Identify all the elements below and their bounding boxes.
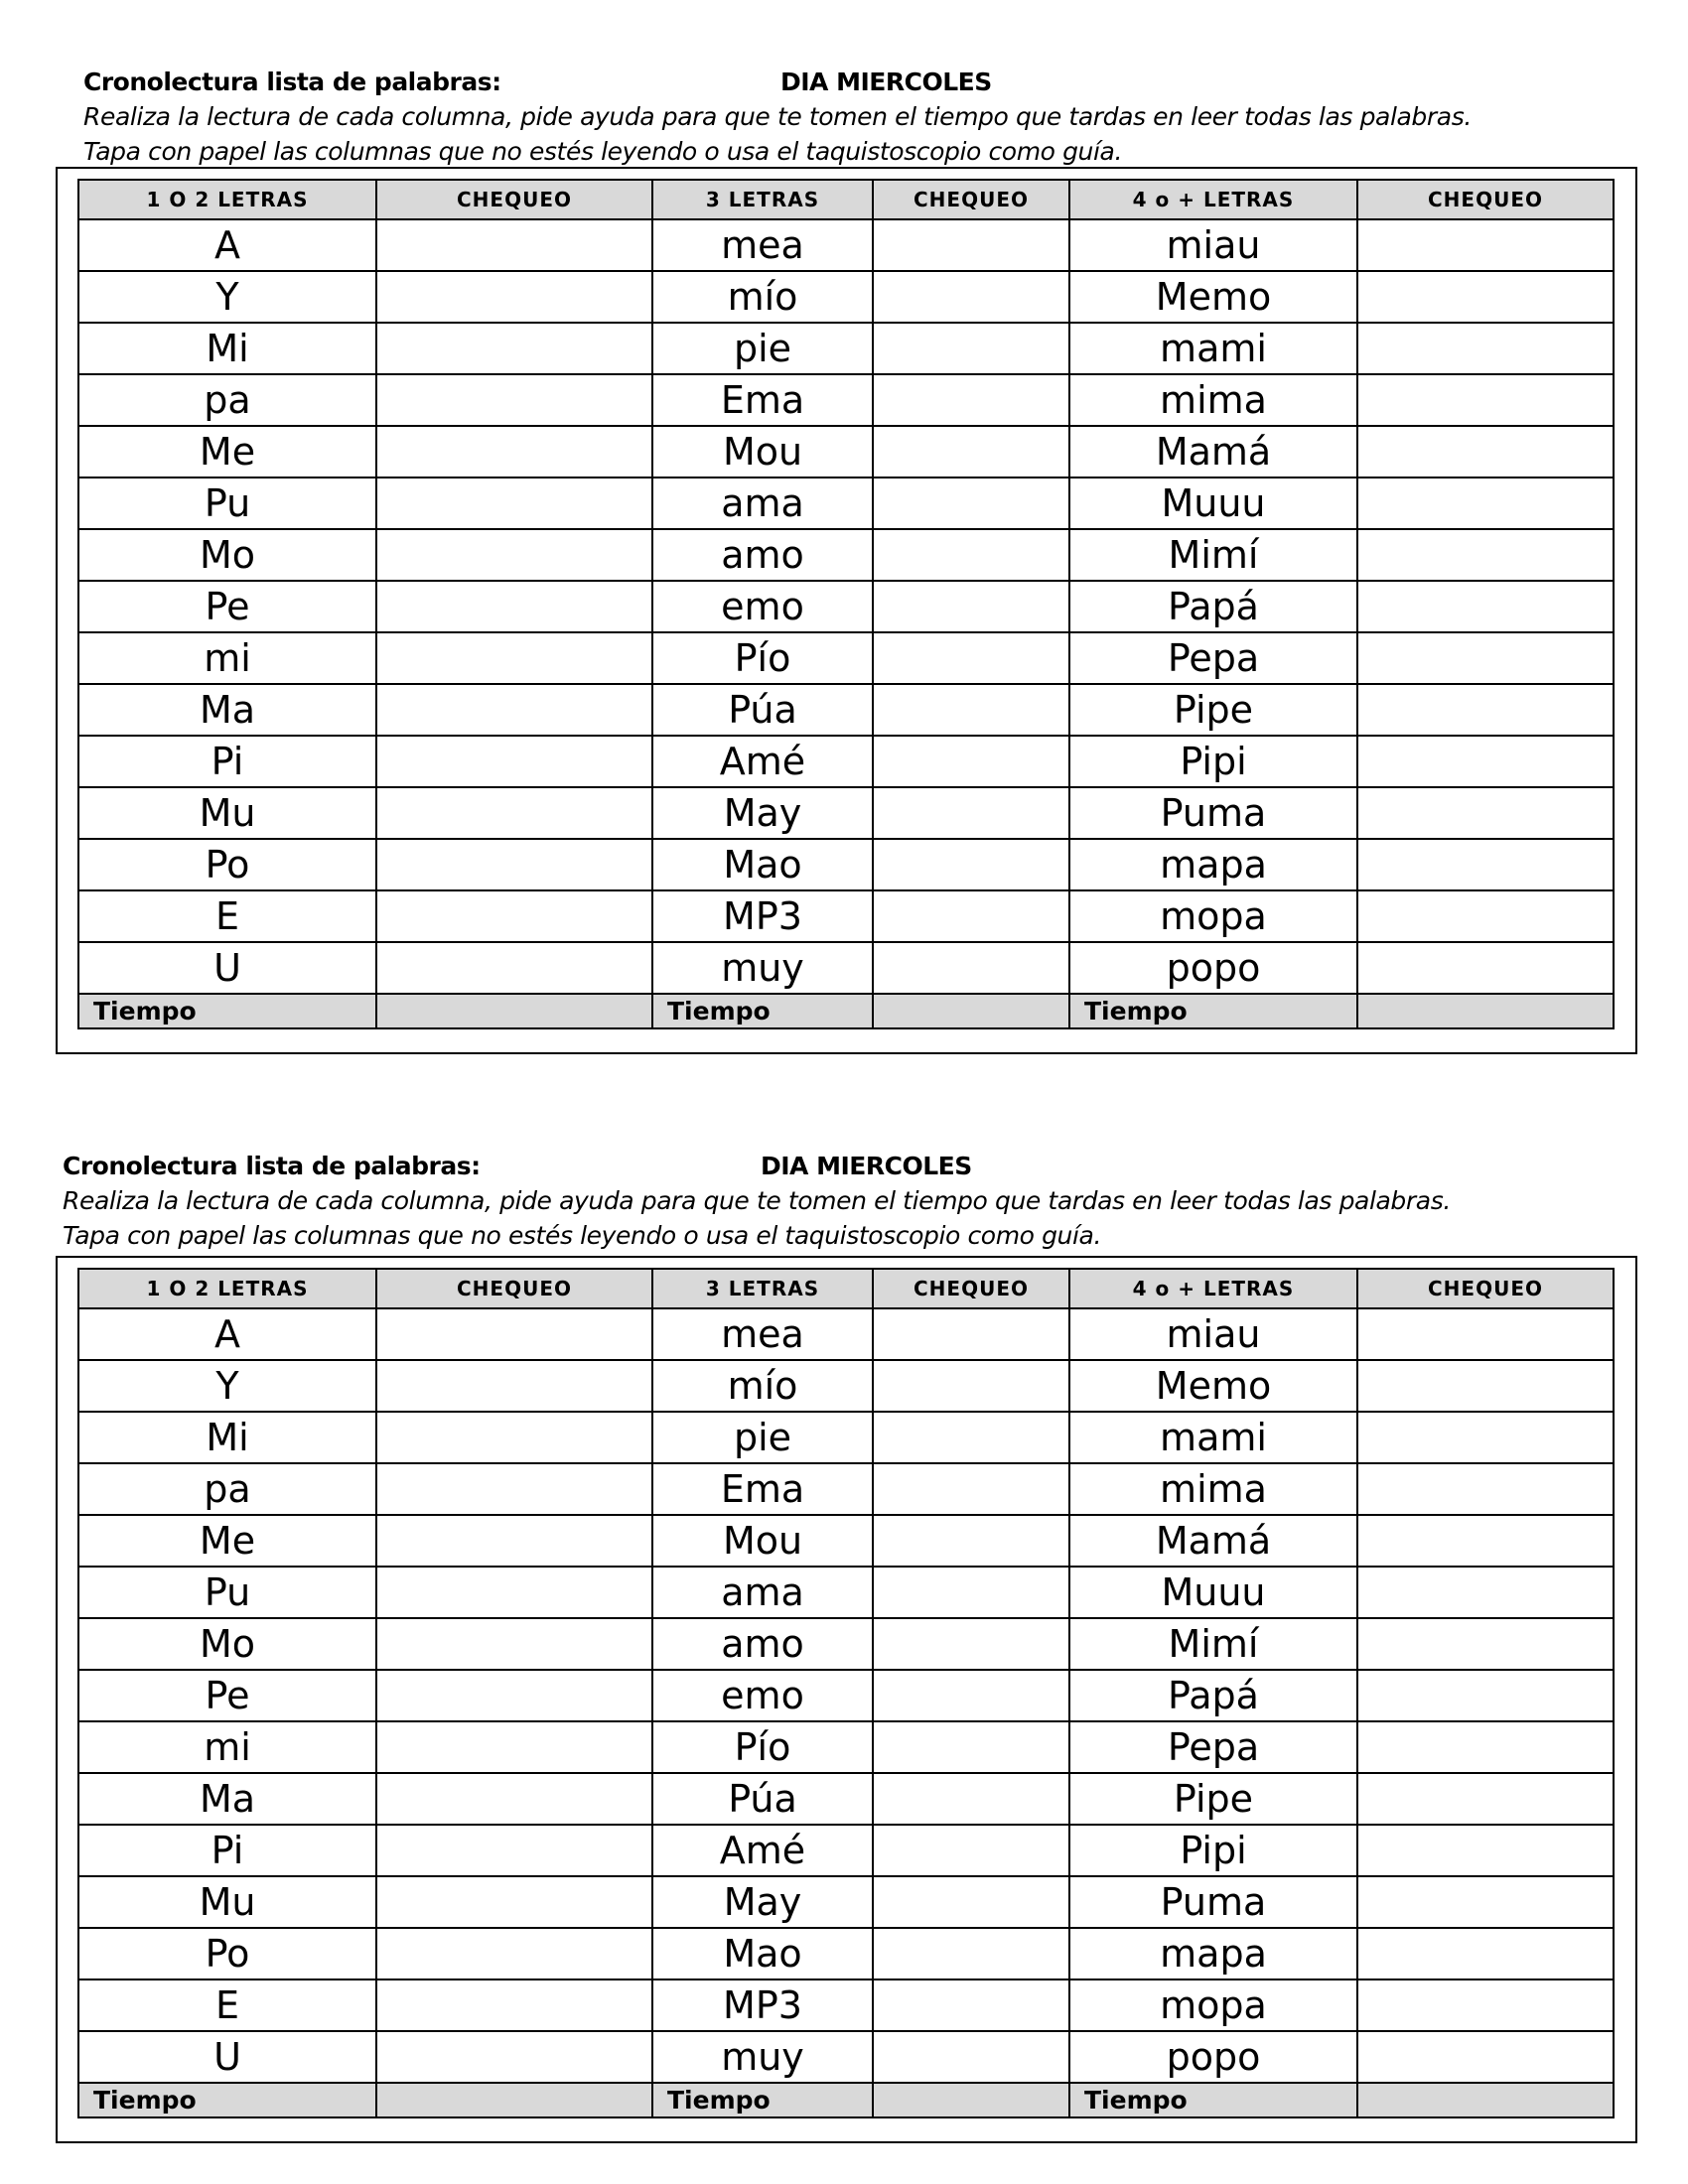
check-cell[interactable]: [873, 426, 1069, 478]
word-cell: Puma: [1069, 1876, 1357, 1928]
word-cell: MP3: [652, 1979, 873, 2031]
table-row: [78, 271, 1614, 323]
word-cell: Pu: [78, 478, 376, 529]
check-cell[interactable]: [1357, 1618, 1614, 1670]
table-row: [78, 1979, 1614, 2031]
check-cell[interactable]: [873, 890, 1069, 942]
check-cell[interactable]: [376, 787, 652, 839]
word-cell: Pío: [652, 632, 873, 684]
word-cell: Mo: [78, 529, 376, 581]
check-cell[interactable]: [873, 632, 1069, 684]
table-row: [78, 2031, 1614, 2083]
word-cell: emo: [652, 581, 873, 632]
check-cell[interactable]: [376, 478, 652, 529]
word-cell: Ema: [652, 374, 873, 426]
word-cell: Mimí: [1069, 529, 1357, 581]
check-cell[interactable]: [1357, 787, 1614, 839]
check-cell[interactable]: [376, 1721, 652, 1773]
word-cell: amo: [652, 529, 873, 581]
column-header-letters: 1 O 2 LETRAS: [78, 1269, 376, 1308]
check-cell[interactable]: [376, 1773, 652, 1825]
word-cell: Pepa: [1069, 632, 1357, 684]
word-cell: Pipe: [1069, 1773, 1357, 1825]
word-cell: Mao: [652, 839, 873, 890]
check-cell[interactable]: [376, 271, 652, 323]
word-cell: Memo: [1069, 1360, 1357, 1412]
time-entry-cell[interactable]: [1357, 2083, 1614, 2117]
time-entry-cell[interactable]: [376, 2083, 652, 2117]
instruction-line-1: Realiza la lectura de cada columna, pide ayuda para que te tomen el tiempo que tardas en leer todas las palabras.: [83, 102, 1472, 131]
time-label: Tiempo: [78, 2083, 376, 2117]
word-cell: mi: [78, 632, 376, 684]
check-cell[interactable]: [1357, 942, 1614, 994]
word-cell: mami: [1069, 1412, 1357, 1463]
table-row: [78, 684, 1614, 736]
check-cell[interactable]: [1357, 1721, 1614, 1773]
check-cell[interactable]: [376, 632, 652, 684]
check-cell[interactable]: [376, 323, 652, 374]
check-cell[interactable]: [376, 1670, 652, 1721]
table-row: [78, 736, 1614, 787]
word-cell: mima: [1069, 1463, 1357, 1515]
word-cell: mima: [1069, 374, 1357, 426]
check-cell[interactable]: [873, 374, 1069, 426]
check-cell[interactable]: [1357, 426, 1614, 478]
word-cell: Pe: [78, 1670, 376, 1721]
check-cell[interactable]: [873, 219, 1069, 271]
table-row: [78, 1463, 1614, 1515]
word-cell: mea: [652, 1308, 873, 1360]
check-cell[interactable]: [376, 1515, 652, 1567]
word-cell: Púa: [652, 1773, 873, 1825]
check-cell[interactable]: [873, 1412, 1069, 1463]
check-cell[interactable]: [873, 1721, 1069, 1773]
check-cell[interactable]: [376, 529, 652, 581]
check-cell[interactable]: [376, 219, 652, 271]
column-header-chequeo: CHEQUEO: [873, 1269, 1069, 1308]
table-row: [78, 1773, 1614, 1825]
check-cell[interactable]: [1357, 1412, 1614, 1463]
check-cell[interactable]: [873, 684, 1069, 736]
time-label: Tiempo: [1069, 994, 1357, 1028]
word-cell: mea: [652, 219, 873, 271]
word-cell: Y: [78, 1360, 376, 1412]
word-cell: mío: [652, 271, 873, 323]
table-row: [78, 219, 1614, 271]
time-row: [78, 994, 1614, 1028]
word-cell: mío: [652, 1360, 873, 1412]
check-cell[interactable]: [1357, 1308, 1614, 1360]
table-row: [78, 1618, 1614, 1670]
word-cell: pie: [652, 323, 873, 374]
word-cell: Pipi: [1069, 1825, 1357, 1876]
word-cell: Mimí: [1069, 1618, 1357, 1670]
time-row: [78, 2083, 1614, 2117]
time-label: Tiempo: [652, 2083, 873, 2117]
table-row: [78, 374, 1614, 426]
word-cell: Mu: [78, 787, 376, 839]
check-cell[interactable]: [1357, 684, 1614, 736]
word-cell: Mou: [652, 426, 873, 478]
check-cell[interactable]: [873, 1360, 1069, 1412]
check-cell[interactable]: [376, 684, 652, 736]
check-cell[interactable]: [1357, 890, 1614, 942]
check-cell[interactable]: [873, 323, 1069, 374]
check-cell[interactable]: [376, 1979, 652, 2031]
worksheet-title: Cronolectura lista de palabras:: [83, 68, 501, 96]
word-cell: amo: [652, 1618, 873, 1670]
word-cell: pie: [652, 1412, 873, 1463]
table-row: [78, 942, 1614, 994]
word-cell: Amé: [652, 736, 873, 787]
word-cell: mapa: [1069, 1928, 1357, 1979]
table-row: [78, 632, 1614, 684]
column-header-chequeo: CHEQUEO: [376, 180, 652, 219]
time-entry-cell[interactable]: [376, 994, 652, 1028]
word-cell: ama: [652, 478, 873, 529]
word-cell: Mi: [78, 1412, 376, 1463]
check-cell[interactable]: [873, 1515, 1069, 1567]
check-cell[interactable]: [873, 2031, 1069, 2083]
check-cell[interactable]: [376, 1618, 652, 1670]
time-entry-cell[interactable]: [1357, 994, 1614, 1028]
word-cell: Po: [78, 1928, 376, 1979]
table-row: [78, 1412, 1614, 1463]
check-cell[interactable]: [376, 374, 652, 426]
check-cell[interactable]: [1357, 374, 1614, 426]
check-cell[interactable]: [376, 2031, 652, 2083]
worksheet-title: Cronolectura lista de palabras:: [63, 1152, 481, 1180]
word-cell: U: [78, 2031, 376, 2083]
word-cell: Puma: [1069, 787, 1357, 839]
word-cell: MP3: [652, 890, 873, 942]
table-row: [78, 787, 1614, 839]
table-row: [78, 1360, 1614, 1412]
column-header-chequeo: CHEQUEO: [1357, 180, 1614, 219]
check-cell[interactable]: [873, 787, 1069, 839]
table-row: [78, 839, 1614, 890]
table-row: [78, 323, 1614, 374]
table-row: [78, 1567, 1614, 1618]
word-cell: Me: [78, 426, 376, 478]
check-cell[interactable]: [376, 736, 652, 787]
word-cell: emo: [652, 1670, 873, 1721]
word-cell: Pi: [78, 736, 376, 787]
word-cell: U: [78, 942, 376, 994]
check-cell[interactable]: [873, 942, 1069, 994]
table-row: [78, 1876, 1614, 1928]
word-list-table: [77, 179, 1615, 1029]
column-header-chequeo: CHEQUEO: [873, 180, 1069, 219]
word-table-frame: [56, 167, 1637, 1054]
check-cell[interactable]: [376, 1308, 652, 1360]
word-cell: Muuu: [1069, 1567, 1357, 1618]
check-cell[interactable]: [376, 942, 652, 994]
word-cell: Pío: [652, 1721, 873, 1773]
check-cell[interactable]: [873, 271, 1069, 323]
word-cell: A: [78, 219, 376, 271]
check-cell[interactable]: [376, 1825, 652, 1876]
time-entry-cell[interactable]: [873, 994, 1069, 1028]
check-cell[interactable]: [376, 1463, 652, 1515]
check-cell[interactable]: [376, 839, 652, 890]
check-cell[interactable]: [1357, 1928, 1614, 1979]
check-cell[interactable]: [873, 1567, 1069, 1618]
word-list-table: [77, 1268, 1615, 2118]
check-cell[interactable]: [1357, 736, 1614, 787]
column-header-letters: 1 O 2 LETRAS: [78, 180, 376, 219]
word-cell: miau: [1069, 1308, 1357, 1360]
check-cell[interactable]: [1357, 1463, 1614, 1515]
word-cell: Me: [78, 1515, 376, 1567]
word-cell: Muuu: [1069, 478, 1357, 529]
instruction-line-2: Tapa con papel las columnas que no estés leyendo o usa el taquistoscopio como guía.: [63, 1221, 1102, 1250]
word-cell: Pe: [78, 581, 376, 632]
check-cell[interactable]: [1357, 1825, 1614, 1876]
word-table-frame: [56, 1256, 1637, 2143]
check-cell[interactable]: [1357, 1515, 1614, 1567]
word-cell: pa: [78, 1463, 376, 1515]
check-cell[interactable]: [376, 1360, 652, 1412]
check-cell[interactable]: [873, 529, 1069, 581]
table-row: [78, 1721, 1614, 1773]
time-label: Tiempo: [1069, 2083, 1357, 2117]
check-cell[interactable]: [376, 426, 652, 478]
check-cell[interactable]: [873, 736, 1069, 787]
word-cell: Púa: [652, 684, 873, 736]
check-cell[interactable]: [873, 839, 1069, 890]
word-cell: E: [78, 890, 376, 942]
table-row: [78, 478, 1614, 529]
word-cell: miau: [1069, 219, 1357, 271]
table-row: [78, 1825, 1614, 1876]
table-row: [78, 581, 1614, 632]
word-cell: mami: [1069, 323, 1357, 374]
column-header-letters: 3 LETRAS: [652, 1269, 873, 1308]
column-header-letters: 4 o + LETRAS: [1069, 180, 1357, 219]
table-row: [78, 1670, 1614, 1721]
word-cell: popo: [1069, 2031, 1357, 2083]
table-row: [78, 426, 1614, 478]
table-row: [78, 529, 1614, 581]
word-cell: Memo: [1069, 271, 1357, 323]
check-cell[interactable]: [1357, 632, 1614, 684]
word-cell: pa: [78, 374, 376, 426]
worksheet-day: DIA MIERCOLES: [780, 68, 992, 96]
word-cell: Po: [78, 839, 376, 890]
time-label: Tiempo: [652, 994, 873, 1028]
check-cell[interactable]: [1357, 581, 1614, 632]
word-cell: mi: [78, 1721, 376, 1773]
worksheet-day: DIA MIERCOLES: [761, 1152, 972, 1180]
word-cell: Pepa: [1069, 1721, 1357, 1773]
word-cell: Y: [78, 271, 376, 323]
column-header-letters: 3 LETRAS: [652, 180, 873, 219]
word-cell: A: [78, 1308, 376, 1360]
word-cell: Papá: [1069, 1670, 1357, 1721]
table-row: [78, 1928, 1614, 1979]
check-cell[interactable]: [873, 1979, 1069, 2031]
check-cell[interactable]: [376, 1928, 652, 1979]
check-cell[interactable]: [873, 1825, 1069, 1876]
word-cell: mopa: [1069, 890, 1357, 942]
table-row: [78, 1515, 1614, 1567]
word-cell: Mi: [78, 323, 376, 374]
check-cell[interactable]: [1357, 529, 1614, 581]
word-cell: Pipi: [1069, 736, 1357, 787]
word-cell: Ema: [652, 1463, 873, 1515]
word-cell: Mu: [78, 1876, 376, 1928]
word-cell: Pipe: [1069, 684, 1357, 736]
check-cell[interactable]: [1357, 1876, 1614, 1928]
word-cell: Amé: [652, 1825, 873, 1876]
check-cell[interactable]: [873, 1670, 1069, 1721]
check-cell[interactable]: [873, 1308, 1069, 1360]
check-cell[interactable]: [1357, 2031, 1614, 2083]
check-cell[interactable]: [376, 890, 652, 942]
word-cell: Papá: [1069, 581, 1357, 632]
column-header-chequeo: CHEQUEO: [1357, 1269, 1614, 1308]
word-cell: Mou: [652, 1515, 873, 1567]
check-cell[interactable]: [873, 1928, 1069, 1979]
check-cell[interactable]: [376, 1567, 652, 1618]
word-cell: Ma: [78, 684, 376, 736]
check-cell[interactable]: [1357, 839, 1614, 890]
column-header-chequeo: CHEQUEO: [376, 1269, 652, 1308]
check-cell[interactable]: [873, 581, 1069, 632]
table-row: [78, 890, 1614, 942]
word-cell: mapa: [1069, 839, 1357, 890]
word-cell: Mo: [78, 1618, 376, 1670]
time-label: Tiempo: [78, 994, 376, 1028]
word-cell: Mamá: [1069, 426, 1357, 478]
word-cell: Mao: [652, 1928, 873, 1979]
check-cell[interactable]: [1357, 219, 1614, 271]
instruction-line-1: Realiza la lectura de cada columna, pide ayuda para que te tomen el tiempo que tardas en leer todas las palabras.: [63, 1186, 1451, 1215]
check-cell[interactable]: [376, 581, 652, 632]
check-cell[interactable]: [1357, 478, 1614, 529]
word-cell: muy: [652, 2031, 873, 2083]
check-cell[interactable]: [873, 1463, 1069, 1515]
check-cell[interactable]: [1357, 1567, 1614, 1618]
word-cell: Pu: [78, 1567, 376, 1618]
check-cell[interactable]: [376, 1876, 652, 1928]
check-cell[interactable]: [873, 1773, 1069, 1825]
check-cell[interactable]: [1357, 271, 1614, 323]
word-cell: muy: [652, 942, 873, 994]
word-cell: popo: [1069, 942, 1357, 994]
column-header-letters: 4 o + LETRAS: [1069, 1269, 1357, 1308]
word-cell: Pi: [78, 1825, 376, 1876]
word-cell: ama: [652, 1567, 873, 1618]
word-cell: mopa: [1069, 1979, 1357, 2031]
word-cell: May: [652, 1876, 873, 1928]
table-row: [78, 1308, 1614, 1360]
check-cell[interactable]: [376, 1412, 652, 1463]
check-cell[interactable]: [1357, 1360, 1614, 1412]
word-cell: E: [78, 1979, 376, 2031]
word-cell: May: [652, 787, 873, 839]
check-cell[interactable]: [1357, 1773, 1614, 1825]
check-cell[interactable]: [873, 1618, 1069, 1670]
check-cell[interactable]: [1357, 323, 1614, 374]
check-cell[interactable]: [873, 478, 1069, 529]
check-cell[interactable]: [1357, 1670, 1614, 1721]
word-cell: Mamá: [1069, 1515, 1357, 1567]
table-header-row: [78, 180, 1614, 219]
word-cell: Ma: [78, 1773, 376, 1825]
instruction-line-2: Tapa con papel las columnas que no estés leyendo o usa el taquistoscopio como guía.: [83, 137, 1123, 166]
time-entry-cell[interactable]: [873, 2083, 1069, 2117]
check-cell[interactable]: [873, 1876, 1069, 1928]
check-cell[interactable]: [1357, 1979, 1614, 2031]
table-header-row: [78, 1269, 1614, 1308]
